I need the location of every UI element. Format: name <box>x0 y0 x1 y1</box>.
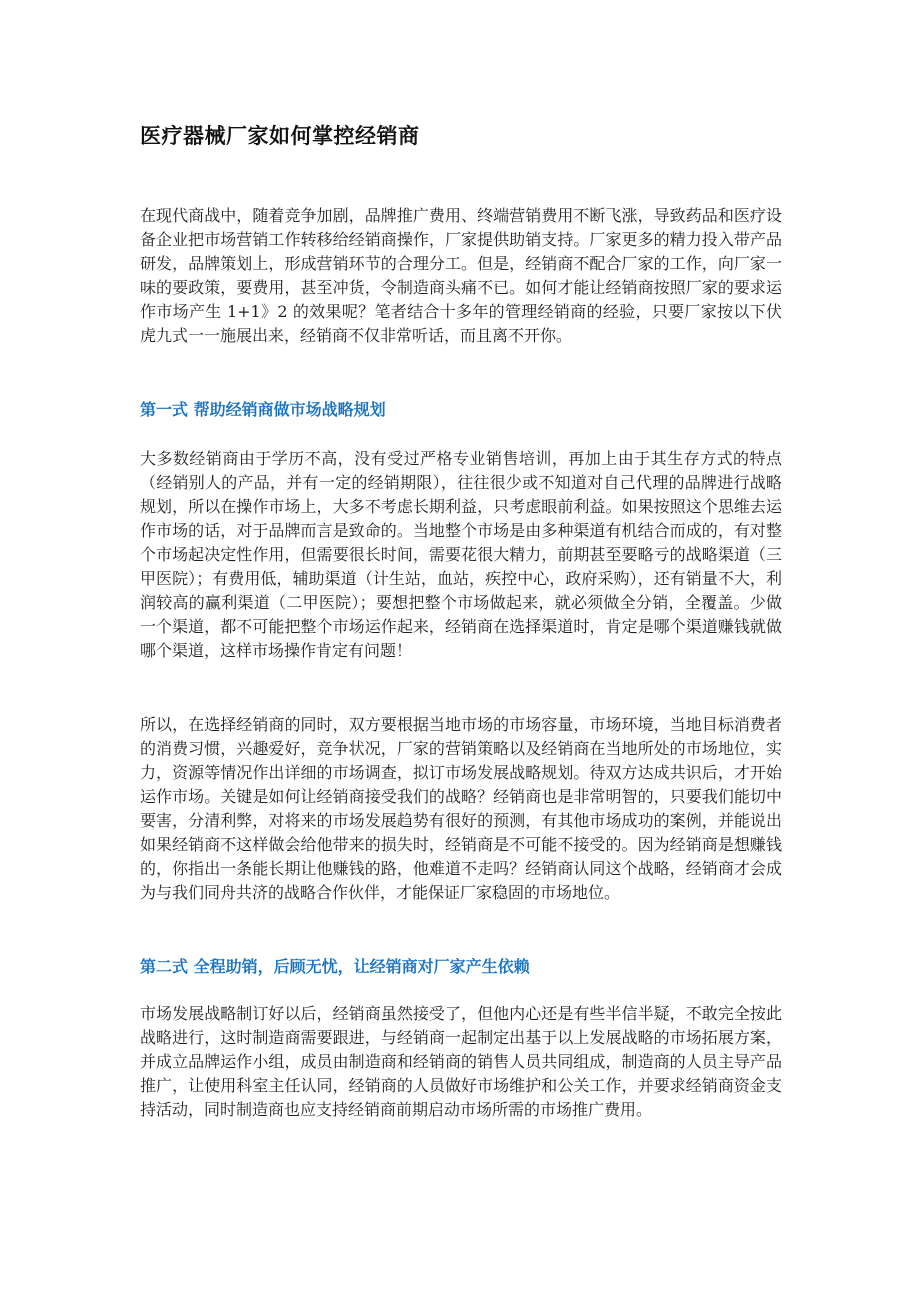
section-1-paragraph-2: 所以，在选择经销商的同时，双方要根据当地市场的市场容量，市场环境，当地目标消费者的消费习惯，兴趣爱好，竞争状况，厂家的营销策略以及经销商在当地所处的市场地位，实力，资源等情况作出详细的市场调查，拟订市场发展战略规划。待双方达成共识后，才开始运作市场。关键是如何让经销商接受我们的战略？经销商也是非常明智的，只要我们能切中要害，分清利弊，对将来的市场发展趋势有很好的预测，有其他市场成功的案例，并能说出如果经销商不这样做会给他带来的损失时，经销商是不可能不接受的。因为经销商是想赚钱的，你指出一条能长期让他赚钱的路，他难道不走吗？经销商认同这个战略，经销商才会成为与我们同舟共济的战略合作伙伴，才能保证厂家稳固的市场地位。 <box>140 715 782 902</box>
section-2-heading: 第二式 全程助销，后顾无忧，让经销商对厂家产生依赖 <box>140 957 530 976</box>
section-1-heading: 第一式 帮助经销商做市场战略规划 <box>140 400 386 419</box>
section-2-paragraph-1: 市场发展战略制订好以后，经销商虽然接受了，但他内心还是有些半信半疑，不敢完全按此战略进行，这时制造商需要跟进，与经销商一起制定出基于以上发展战略的市场拓展方案，并成立品牌运作小组，成员由制造商和经销商的销售人员共同组成，制造商的人员主导产品推广，让使用科室主任认同，经销商的人员做好市场维护和公关工作，并要求经销商资金支持活动，同时制造商也应支持经销商前期启动市场所需的市场推广费用。 <box>140 1004 782 1119</box>
section-1-paragraph-1: 大多数经销商由于学历不高，没有受过严格专业销售培训，再加上由于其生存方式的特点（经销别人的产品，并有一定的经销期限），往往很少或不知道对自己代理的品牌进行战略规划，所以在操作市场上，大多不考虑长期利益，只考虑眼前利益。如果按照这个思维去运作市场的话，对于品牌而言是致命的。当地整个市场是由多种渠道有机结合而成的，有对整个市场起决定性作用，但需要很长时间，需要花很大精力，前期甚至要略亏的战略渠道（三甲医院）；有费用低，辅助渠道（计生站，血站，疾控中心，政府采购），还有销量不大，利润较高的赢利渠道（二甲医院）；要想把整个市场做起来，就必须做全分销，全覆盖。少做一个渠道，都不可能把整个市场运作起来，经销商在选择渠道时，肯定是哪个渠道赚钱就做哪个渠道，这样市场操作肯定有问题！ <box>140 449 782 660</box>
document-title: 医疗器械厂家如何掌控经销商 <box>140 123 420 148</box>
intro-paragraph: 在现代商战中，随着竞争加剧，品牌推广费用、终端营销费用不断飞涨，导致药品和医疗设备企业把市场营销工作转移给经销商操作，厂家提供助销支持。厂家更多的精力投入带产品研发，品牌策划上，形成营销环节的合理分工。但是，经销商不配合厂家的工作，向厂家一味的要政策，要费用，甚至冲货，令制造商头痛不已。如何才能让经销商按照厂家的要求运作市场产生 1+1》2 的效果呢？笔者结合十多年的管理经销商的经验，只要厂家按以下伏虎九式一一施展出来，经销商不仅非常听话，而且离不开你。 <box>140 206 782 345</box>
